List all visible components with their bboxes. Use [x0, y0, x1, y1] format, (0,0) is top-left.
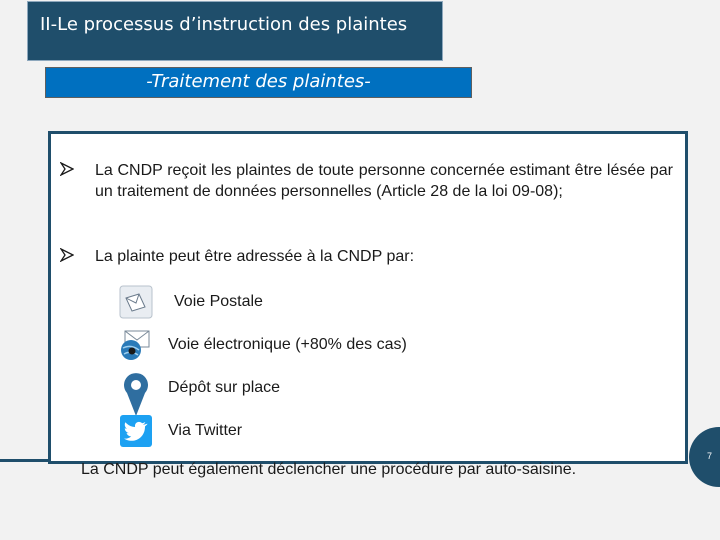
footer-note: La CNDP peut également déclencher une procédure par auto-saisine. — [81, 461, 577, 478]
email-globe-icon — [119, 328, 153, 362]
channel-label: Voie électronique (+80% des cas) — [168, 336, 407, 353]
page-number: 7 — [707, 451, 713, 461]
page-number-badge — [689, 427, 720, 487]
left-accent-line — [0, 459, 50, 462]
channel-label: Dépôt sur place — [168, 379, 281, 396]
title-banner — [27, 1, 443, 61]
content-panel — [48, 131, 688, 478]
channel-label: Voie Postale — [174, 293, 263, 310]
channel-label: Via Twitter — [168, 422, 243, 439]
envelope-icon — [119, 285, 153, 319]
slide-title: II-Le processus d’instruction des plaintes — [40, 14, 408, 35]
map-pin-icon — [119, 371, 153, 417]
arrow-bullet-icon — [60, 162, 74, 176]
arrow-bullet-icon — [60, 248, 74, 262]
bullet-text: La plainte peut être adressée à la CNDP par: — [95, 248, 415, 265]
bullet-text: La CNDP reçoit les plaintes de toute personne concernée estimant être lésée par un traitement de données personnelles (Article 28 de la loi 09-08); — [95, 162, 673, 200]
twitter-icon — [119, 414, 153, 448]
subtitle-banner — [45, 67, 472, 98]
slide-subtitle: -Traitement des plaintes- — [146, 71, 371, 92]
